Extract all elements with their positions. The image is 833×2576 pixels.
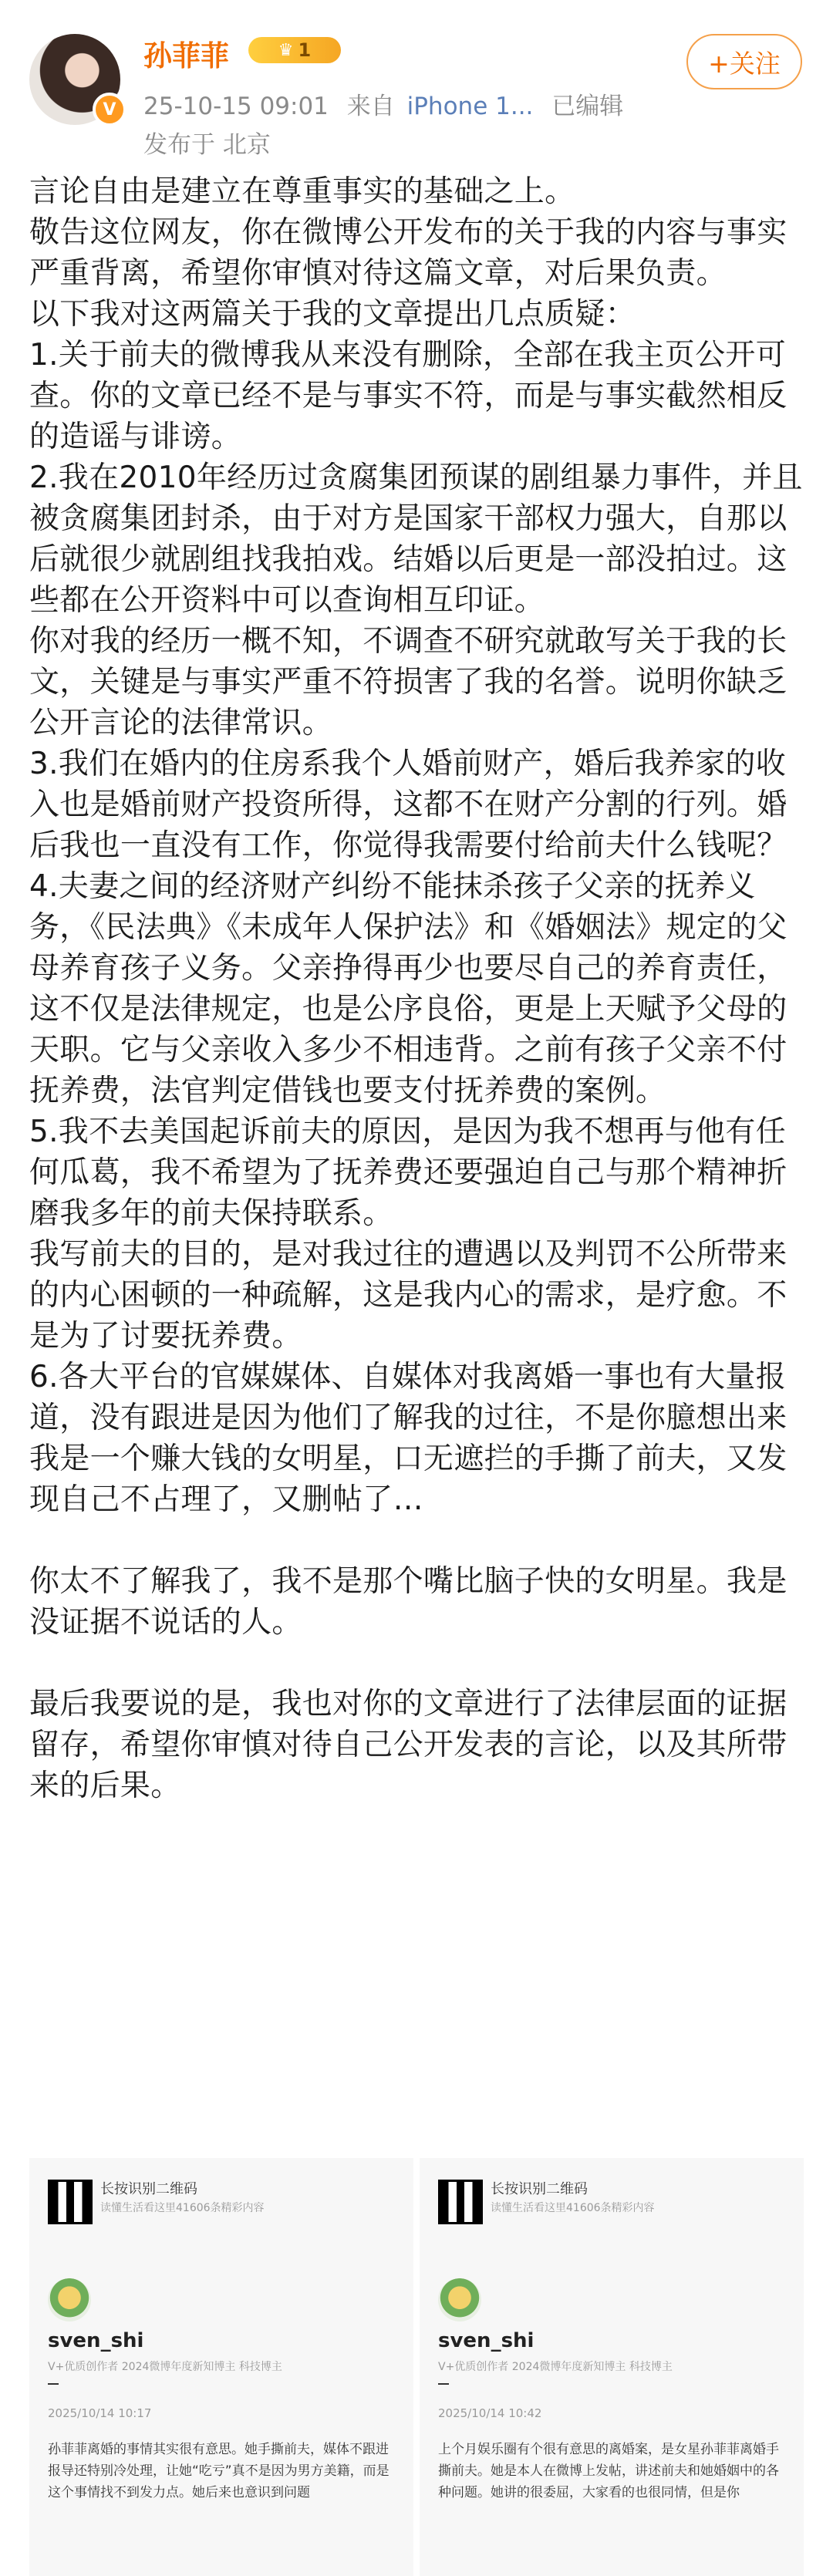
post-paragraph: 1.关于前夫的微博我从来没有删除，全部在我主页公开可查。你的文章已经不是与事实不符，而是与事实截然相反的造谣与诽谤。 bbox=[29, 338, 787, 454]
username[interactable]: 孙菲菲 bbox=[143, 39, 229, 72]
post-meta bbox=[143, 86, 623, 121]
article-time: 2025/10/14 10:42 bbox=[438, 2406, 542, 2420]
post-paragraph: 6.各大平台的官媒媒体、自媒体对我离婚一事也有大量报道，没有跟进是因为他们了解我的过往，不是你臆想出来我是一个赚大钱的女明星，口无遮拦的手撕了前夫，又发现自己不占理了，又删帖了… bbox=[29, 1360, 787, 1517]
post-paragraph: 敬告这位网友，你在微博公开发布的关于我的内容与事实严重背离，希望你审慎对待这篇文章，对后果负责。 bbox=[29, 215, 787, 291]
crown-icon: ♛ bbox=[278, 40, 294, 60]
paragraph-spacer bbox=[29, 1643, 808, 1684]
image-attachments bbox=[29, 2158, 804, 2576]
author-name: sven_shi bbox=[438, 2329, 535, 2352]
qr-code-icon bbox=[438, 2180, 483, 2224]
post-content bbox=[29, 171, 808, 1806]
article-excerpt: 上个月娱乐圈有个很有意思的离婚案，是女星孙菲菲离婚手撕前夫。她是本人在微博上发帖，讲述前夫和她婚姻中的各种问题。她讲的很委屈，大家看的也很同情，但是你 bbox=[438, 2442, 779, 2500]
post-paragraph: 言论自由是建立在尊重事实的基础之上。 bbox=[29, 174, 575, 209]
attached-image[interactable] bbox=[29, 2158, 413, 2576]
post-paragraph: 以下我对这两篇关于我的文章提出几点质疑： bbox=[29, 297, 636, 332]
post-paragraph: 你太不了解我了，我不是那个嘴比脑子快的女明星。我是没证据不说话的人。 bbox=[29, 1564, 787, 1640]
source-device[interactable]: iPhone 1... bbox=[406, 93, 534, 120]
post-paragraph: 你对我的经历一概不知，不调查不研究就敢写关于我的长文，关键是与事实严重不符损害了我的名誉。说明你缺乏公开言论的法律常识。 bbox=[29, 624, 787, 740]
follow-button[interactable]: +关注 bbox=[686, 34, 802, 89]
post-paragraph: 我写前夫的目的，是对我过往的遭遇以及判罚不公所带来的内心困顿的一种疏解，这是我内心的需求，是疗愈。不是为了讨要抚养费。 bbox=[29, 1237, 787, 1354]
divider bbox=[48, 2383, 59, 2385]
post-timestamp: 25-10-15 09:01 bbox=[143, 93, 329, 120]
qr-code-icon bbox=[48, 2180, 93, 2224]
post-paragraph: 5.我不去美国起诉前夫的原因，是因为我不想再与他有任何瓜葛，我不希望为了抚养费还要强迫自己与那个精神折磨我多年的前夫保持联系。 bbox=[29, 1114, 787, 1231]
post-paragraph: 最后我要说的是，我也对你的文章进行了法律层面的证据留存，希望你审慎对待自己公开发表的言论，以及其所带来的后果。 bbox=[29, 1687, 787, 1803]
article-excerpt: 孙菲菲离婚的事情其实很有意思。她手撕前夫，媒体不跟进报导还特别冷处理，让她“吃亏”真不是因为男方美籍，而是这个事情找不到发力点。她后来也意识到问题 bbox=[48, 2442, 390, 2500]
post-location: 发布于 北京 bbox=[143, 131, 271, 159]
author-description: V+优质创作者 2024微博年度新知博主 科技博主 bbox=[438, 2361, 673, 2373]
verified-badge-icon: V bbox=[93, 93, 126, 126]
post-paragraph: 4.夫妻之间的经济财产纠纷不能抹杀孩子父亲的抚养义务，《民法典》《未成年人保护法》和《婚姻法》规定的父母养育孩子义务。父亲挣得再少也要尽自己的养育责任，这不仅是法律规定，也是公序良俗，更是上天赋予父母的天职。它与父亲收入多少不相违背。之前有孩子父亲不付抚养费，法官判定借钱也要支付抚养费的案例。 bbox=[29, 869, 787, 1108]
level-badge bbox=[248, 37, 341, 63]
post-header bbox=[0, 0, 833, 162]
qr-title: 长按识别二维码 bbox=[100, 2181, 197, 2197]
article-time: 2025/10/14 10:17 bbox=[48, 2406, 152, 2420]
author-avatar bbox=[438, 2278, 481, 2321]
author-name: sven_shi bbox=[48, 2329, 144, 2352]
post-paragraph: 3.我们在婚内的住房系我个人婚前财产，婚后我养家的收入也是婚前财产投资所得，这都不在财产分割的行列。婚后我也一直没有工作，你觉得我需要付给前夫什么钱呢？ bbox=[29, 747, 787, 863]
author-avatar bbox=[48, 2278, 91, 2321]
source-prefix: 来自 bbox=[346, 93, 395, 120]
qr-subtitle: 读懂生活看这里41606条精彩内容 bbox=[491, 2202, 655, 2214]
level-number: 1 bbox=[298, 39, 312, 61]
divider bbox=[438, 2383, 449, 2385]
qr-subtitle: 读懂生活看这里41606条精彩内容 bbox=[100, 2202, 265, 2214]
qr-title: 长按识别二维码 bbox=[491, 2181, 588, 2197]
edited-label[interactable]: 已编辑 bbox=[551, 93, 624, 120]
paragraph-spacer bbox=[29, 1520, 808, 1561]
author-description: V+优质创作者 2024微博年度新知博主 科技博主 bbox=[48, 2361, 282, 2373]
attached-image[interactable] bbox=[420, 2158, 804, 2576]
post-paragraph: 2.我在2010年经历过贪腐集团预谋的剧组暴力事件，并且被贪腐集团封杀，由于对方是国家干部权力强大，自那以后就很少就剧组找我拍戏。结婚以后更是一部没拍过。这些都在公开资料中可以查询相互印证。 bbox=[29, 460, 803, 618]
